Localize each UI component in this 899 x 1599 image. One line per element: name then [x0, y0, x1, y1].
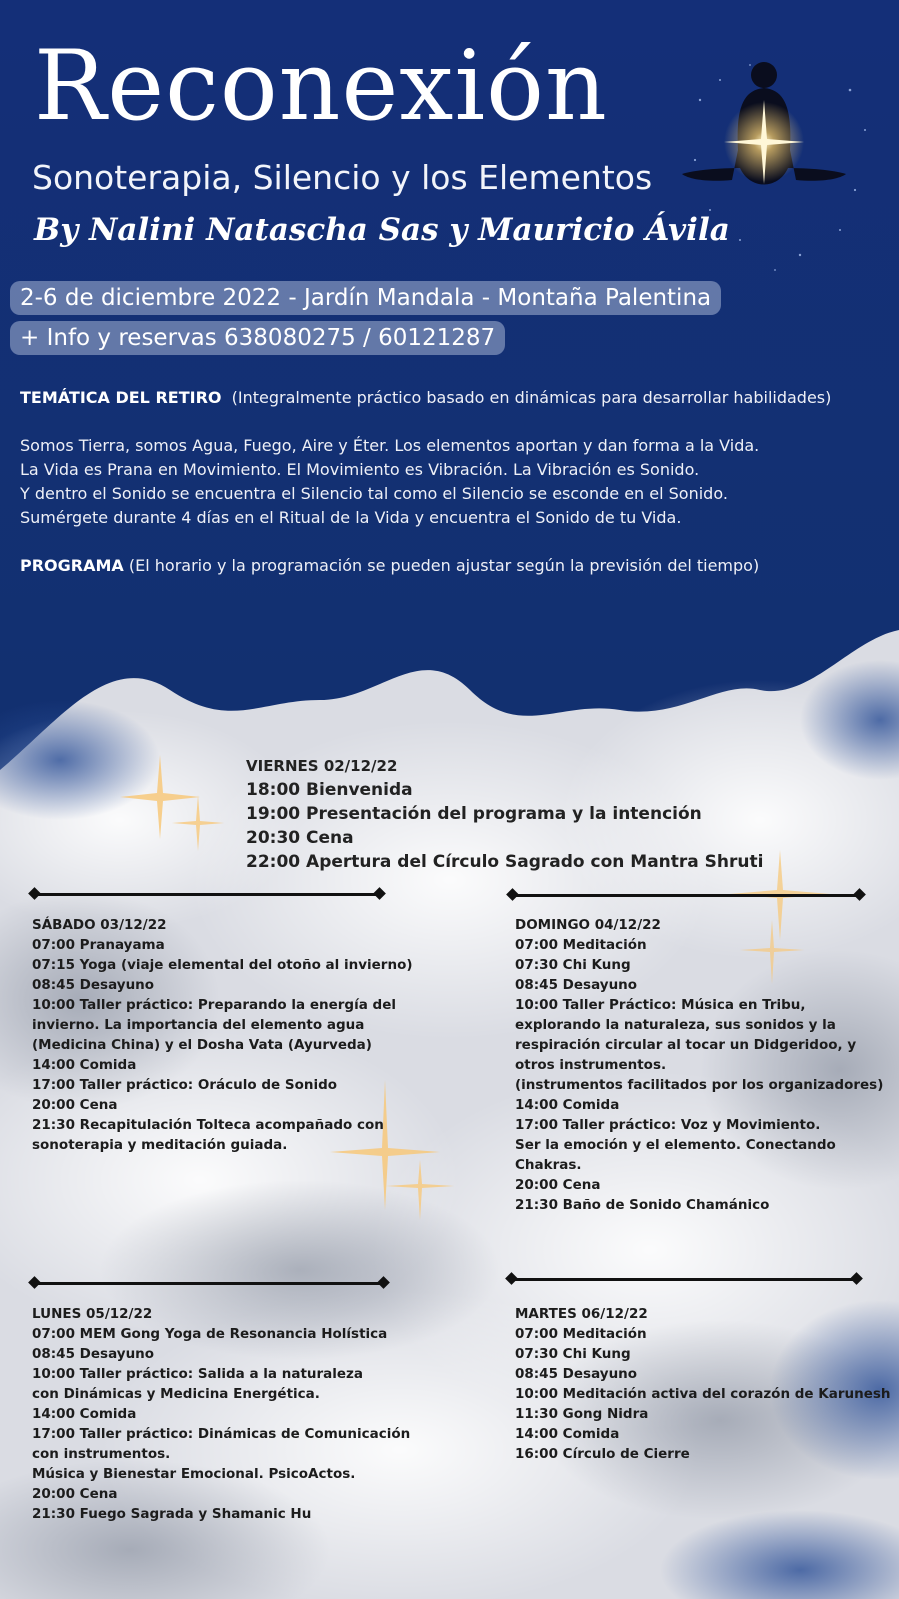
schedule-line: 08:45 Desayuno	[515, 977, 638, 993]
schedule-line: 07:15 Yoga (viaje elemental del otoño al invierno)	[32, 957, 413, 973]
intro-line: Y dentro el Sonido se encuentra el Silencio tal como el Silencio se esconde en el Sonido.	[20, 484, 728, 503]
schedule-line: 21:30 Baño de Sonido Chamánico	[515, 1197, 770, 1213]
schedule-line: 14:00 Comida	[32, 1057, 137, 1073]
tematica-label: TEMÁTICA DEL RETIRO	[20, 388, 222, 407]
schedule-line: 14:00 Comida	[515, 1426, 620, 1442]
sparkle-star-icon	[120, 755, 240, 865]
monday-schedule	[32, 1304, 410, 1524]
schedule-line: 08:45 Desayuno	[32, 1346, 155, 1362]
schedule-line: sonoterapia y meditación guiada.	[32, 1137, 288, 1153]
day-heading: VIERNES 02/12/22	[246, 757, 398, 775]
schedule-line: 10:00 Taller Práctico: Música en Tribu,	[515, 997, 806, 1013]
schedule-line: 07:30 Chi Kung	[515, 1346, 631, 1362]
page-title: Reconexión	[34, 30, 608, 142]
schedule-line: explorando la naturaleza, sus sonidos y la	[515, 1017, 836, 1033]
schedule-line: 07:00 Meditación	[515, 937, 647, 953]
schedule-line: 20:00 Cena	[32, 1486, 118, 1502]
schedule-line: (instrumentos facilitados por los organizadores)	[515, 1077, 884, 1093]
byline: By Nalini Natascha Sas y Mauricio Ávila	[34, 212, 730, 248]
schedule-line: 08:45 Desayuno	[515, 1366, 638, 1382]
schedule-line: 10:00 Taller práctico: Preparando la energía del	[32, 997, 396, 1013]
tuesday-schedule	[515, 1304, 891, 1464]
schedule-line: 11:30 Gong Nidra	[515, 1406, 649, 1422]
day-heading: SÁBADO 03/12/22	[32, 917, 167, 933]
schedule-line: invierno. La importancia del elemento agua	[32, 1017, 365, 1033]
divider	[511, 1278, 857, 1281]
programa-label: PROGRAMA	[20, 556, 124, 575]
schedule-line: respiración circular al tocar un Didgeridoo, y	[515, 1037, 857, 1053]
schedule-line: 21:30 Fuego Sagrada y Shamanic Hu	[32, 1506, 312, 1522]
programa-text: (El horario y la programación se pueden ajustar según la previsión del tiempo)	[128, 556, 760, 575]
schedule-line: 07:30 Chi Kung	[515, 957, 631, 973]
intro-section	[20, 386, 870, 578]
schedule-line: 20:00 Cena	[32, 1097, 118, 1113]
tematica-text: (Integralmente práctico basado en dinámicas para desarrollar habilidades)	[231, 388, 832, 407]
friday-schedule	[246, 754, 763, 874]
intro-line: La Vida es Prana en Movimiento. El Movimiento es Vibración. La Vibración es Sonido.	[20, 460, 700, 479]
schedule-line: 14:00 Comida	[515, 1097, 620, 1113]
schedule-line: 07:00 MEM Gong Yoga de Resonancia Holística	[32, 1326, 388, 1342]
day-heading: LUNES 05/12/22	[32, 1306, 153, 1322]
schedule-line: 20:00 Cena	[515, 1177, 601, 1193]
schedule-line: con instrumentos.	[32, 1446, 171, 1462]
intro-line: Sumérgete durante 4 días en el Ritual de la Vida y encuentra el Sonido de tu Vida.	[20, 508, 682, 527]
schedule-line: 21:30 Recapitulación Tolteca acompañado con	[32, 1117, 384, 1133]
schedule-line: con Dinámicas y Medicina Energética.	[32, 1386, 320, 1402]
schedule-line: 18:00 Bienvenida	[246, 780, 413, 800]
schedule-line: 20:30 Cena	[246, 828, 354, 848]
intro-line: Somos Tierra, somos Agua, Fuego, Aire y Éter. Los elementos aportan y dan forma a la Vida.	[20, 436, 760, 455]
divider	[34, 893, 380, 896]
schedule-line: 10:00 Taller práctico: Salida a la naturaleza	[32, 1366, 364, 1382]
schedule-line: 10:00 Meditación activa del corazón de Karunesh	[515, 1386, 891, 1402]
schedule-line: 07:00 Pranayama	[32, 937, 165, 953]
schedule-line: 22:00 Apertura del Círculo Sagrado con Mantra Shruti	[246, 852, 764, 872]
schedule-line: Chakras.	[515, 1157, 582, 1173]
schedule-line: 17:00 Taller práctico: Dinámicas de Comunicación	[32, 1426, 411, 1442]
schedule-line: 08:45 Desayuno	[32, 977, 155, 993]
info-reservations-banner: + Info y reservas 638080275 / 60121287	[10, 321, 505, 355]
divider	[34, 1282, 384, 1285]
schedule-line: Ser la emoción y el elemento. Conectando	[515, 1137, 836, 1153]
schedule-line: 07:00 Meditación	[515, 1326, 647, 1342]
schedule-line: 17:00 Taller práctico: Voz y Movimiento.	[515, 1117, 821, 1133]
date-location-banner: 2-6 de diciembre 2022 - Jardín Mandala - Montaña Palentina	[10, 281, 721, 315]
subtitle: Sonoterapia, Silencio y los Elementos	[32, 158, 653, 197]
divider	[512, 894, 860, 897]
day-heading: DOMINGO 04/12/22	[515, 917, 661, 933]
schedule-line: 17:00 Taller práctico: Oráculo de Sonido	[32, 1077, 338, 1093]
day-heading: MARTES 06/12/22	[515, 1306, 648, 1322]
sunday-schedule	[515, 915, 883, 1215]
schedule-line: 16:00 Círculo de Cierre	[515, 1446, 690, 1462]
schedule-line: (Medicina China) y el Dosha Vata (Ayurveda)	[32, 1037, 372, 1053]
schedule-line: 19:00 Presentación del programa y la intención	[246, 804, 702, 824]
schedule-line: otros instrumentos.	[515, 1057, 667, 1073]
schedule-line: Música y Bienestar Emocional. PsicoActos.	[32, 1466, 356, 1482]
schedule-line: 14:00 Comida	[32, 1406, 137, 1422]
saturday-schedule	[32, 915, 413, 1155]
